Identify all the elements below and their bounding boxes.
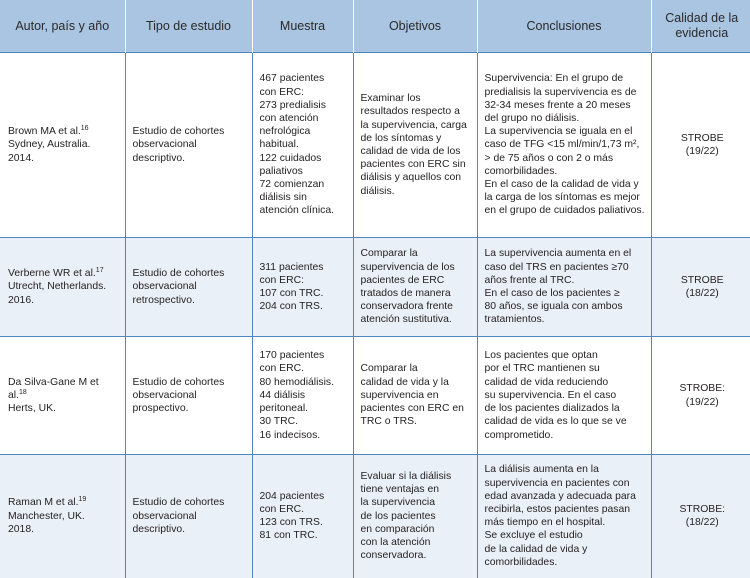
text-line: 32-34 meses frente a 20 meses [484,99,631,111]
text-line: recibirla, estos pacientes pasan [484,504,631,516]
quality-scale: STROBE [680,274,724,286]
text-line: calidad de vida y la [360,376,449,388]
author-name-line [8,496,119,509]
text-line: del grupo no diálisis. [484,112,580,124]
text-line: tratados de manera [360,288,451,299]
text-line: observacional [132,510,197,522]
text-line: Comparar la [360,248,418,260]
author-place: Utrecht, Netherlands. [8,281,107,293]
header-author: Autor, país y año [0,0,125,53]
text-line: caso del TRS en pacientes ≥70 [484,261,629,273]
author-cell [0,337,125,455]
text-line: supervivencia de los [360,261,455,273]
table-row [0,53,750,238]
table-row [0,455,750,578]
text-line: Supervivencia: En el grupo de [484,73,624,85]
author-name: Verberne WR et al. [8,268,96,280]
text-line: caso de TFG <15 ml/min/1,73 m², [484,139,640,151]
text-line: edad avanzada y adecuada para [484,490,636,502]
text-line: su supervivencia. En el caso [484,389,617,401]
text-line: paliativos [259,165,303,177]
text-line: comorbilidades. [484,165,558,177]
author-name-line [8,389,119,402]
text-line: calidad de vida es lo que se ve [484,416,627,428]
text-line: 204 pacientes [259,490,325,502]
author-name: Raman M et al. [8,497,79,509]
author-name-line [8,267,119,280]
text-line: Los pacientes que optan [484,350,598,362]
text-line: resultados respecto a [360,106,460,118]
text-line: pacientes de ERC [360,274,445,286]
study-type-cell [125,238,252,337]
text-line: Estudio de cohortes [132,376,225,388]
text-line: en comparación [360,523,435,535]
text-line: con ERC: [259,86,304,98]
text-line: con ERC. [259,504,304,516]
header-quality-line: Calidad de la [665,11,739,25]
text-line: 80 años, se iguala con ambos [484,301,623,313]
conclusions-cell [477,337,651,455]
text-line: 170 pacientes [259,350,325,362]
text-line: la carga de los síntomas es mejor [484,192,640,204]
author-name: Brown MA et al. [8,126,81,138]
text-line: 122 cuidados [259,152,322,164]
text-line: pacientes con ERC sin [360,159,466,171]
header-sample: Muestra [252,0,353,53]
quality-cell [651,455,750,578]
reference-number: 19 [78,496,87,504]
text-line: 204 con TRS. [259,301,323,313]
header-study-type: Tipo de estudio [125,0,252,53]
reference-number: 18 [18,388,27,396]
text-line: atención sustitutiva. [360,314,452,326]
text-line: Evaluar si la diálisis [360,471,452,483]
text-line: 16 indecisos. [259,429,321,441]
text-line: La supervivencia se iguala en el [484,126,633,138]
objectives-cell [353,53,477,238]
author-name-cont: al. [8,389,19,401]
text-line: supervivencia en pacientes con [484,477,630,489]
text-line: 81 con TRC. [259,530,318,542]
study-type-cell [125,53,252,238]
quality-score: (19/22) [685,396,719,408]
text-line: comorbilidades. [484,556,558,568]
text-line: 72 comienzan [259,179,325,190]
conclusions-cell [477,455,651,578]
text-line: la supervivencia [360,497,436,509]
text-line: > de 75 años o con 2 o más [484,152,614,164]
text-line: Estudio de cohortes [132,126,225,138]
text-line: descriptivo. [132,152,186,164]
author-cell [0,53,125,238]
text-line: de los pacientes dializados la [484,403,620,415]
text-line: calidad de vida reduciendo [484,376,609,388]
reference-number: 17 [95,267,104,275]
text-line: 273 predialisis [259,99,326,111]
text-line: en el grupo de cuidados paliativos. [484,205,645,217]
text-line: con la atención [360,537,431,549]
header-quality [651,0,750,53]
objectives-cell [353,455,477,578]
text-line: prospectivo. [132,403,189,415]
sample-cell [252,455,353,578]
text-line: retrospectivo. [132,294,195,306]
text-line: En el caso de la calidad de vida y [484,179,639,190]
text-line: de la calidad de vida y [484,543,588,555]
author-place: Sydney, Australia. [8,139,91,151]
text-line: calidad de vida de los [360,146,461,157]
author-year: 2016. [8,294,35,306]
text-line: Estudio de cohortes [132,268,225,280]
author-cell [0,238,125,337]
text-line: Comparar la [360,363,418,375]
text-line: diálisis y aquellos con [360,172,461,184]
text-line: 123 con TRS. [259,517,323,529]
author-place: Herts, UK. [8,403,56,415]
author-year: 2018. [8,523,35,535]
text-line: observacional [132,281,197,293]
text-line: atención clínica. [259,205,335,217]
author-cell [0,455,125,578]
quality-scale: STROBE: [679,504,726,516]
text-line: 107 con TRC. [259,288,324,299]
text-line: la supervivencia, carga [360,119,467,131]
header-quality-line: evidencia [675,26,729,40]
text-line: 44 diálisis [259,389,306,401]
text-line: habitual. [259,139,299,151]
quality-cell [651,337,750,455]
text-line: pacientes con ERC en [360,403,464,415]
objectives-cell [353,238,477,337]
text-line: años frente al TRC. [484,274,575,286]
author-name: Da Silva-Gane M et [8,376,99,388]
author-place: Manchester, UK. [8,510,85,522]
study-type-cell [125,455,252,578]
text-line: diálisis sin [259,192,307,204]
study-type-cell [125,337,252,455]
quality-score: (18/22) [685,288,719,299]
text-line: 311 pacientes [259,261,324,273]
text-line: observacional [132,139,197,151]
text-line: comprometido. [484,429,554,441]
sample-cell [252,53,353,238]
quality-score: (19/22) [685,146,719,157]
text-line: diálisis. [360,185,395,197]
table-row [0,238,750,337]
table-row [0,337,750,455]
conclusions-cell [477,238,651,337]
sample-cell [252,337,353,455]
quality-score: (18/22) [685,517,719,529]
text-line: TRC o TRS. [360,416,417,428]
text-line: En el caso de los pacientes ≥ [484,288,620,299]
objectives-cell [353,337,477,455]
text-line: tiene ventajas en [360,484,440,496]
text-line: Examinar los [360,93,421,105]
text-line: nefrológica [259,126,311,138]
text-line: con ERC: [259,274,304,286]
text-line: de los síntomas y [360,132,442,144]
text-line: con atención [259,112,319,124]
sample-cell [252,238,353,337]
author-year: 2014. [8,152,35,164]
author-name-line [8,125,119,138]
reference-number: 16 [80,125,89,133]
text-line: descriptivo. [132,523,186,535]
text-line: observacional [132,389,197,401]
text-line: Se excluye el estudio [484,530,583,542]
text-line: La diálisis aumenta en la [484,464,599,476]
quality-scale: STROBE: [679,383,726,395]
text-line: 80 hemodiálisis. [259,376,335,388]
text-line: tratamientos. [484,314,545,326]
header-conclusions: Conclusiones [477,0,651,53]
header-row [0,0,750,53]
text-line: de los pacientes [360,510,436,522]
text-line: por el TRC mantienen su [484,363,600,375]
quality-scale: STROBE [680,132,724,144]
text-line: más tiempo en el hospital. [484,517,606,529]
quality-cell [651,238,750,337]
text-line: peritoneal. [259,403,309,415]
text-line: La supervivencia aumenta en el [484,248,632,260]
quality-cell [651,53,750,238]
conclusions-cell [477,53,651,238]
text-line: 467 pacientes [259,73,325,85]
text-line: con ERC. [259,363,304,375]
text-line: conservadora frente [360,301,453,313]
text-line: Estudio de cohortes [132,497,225,509]
text-line: predialisis la supervivencia es de [484,86,637,98]
text-line: 30 TRC. [259,416,298,428]
header-objectives: Objetivos [353,0,477,53]
text-line: supervivencia en [360,389,439,401]
text-line: conservadora. [360,550,427,562]
